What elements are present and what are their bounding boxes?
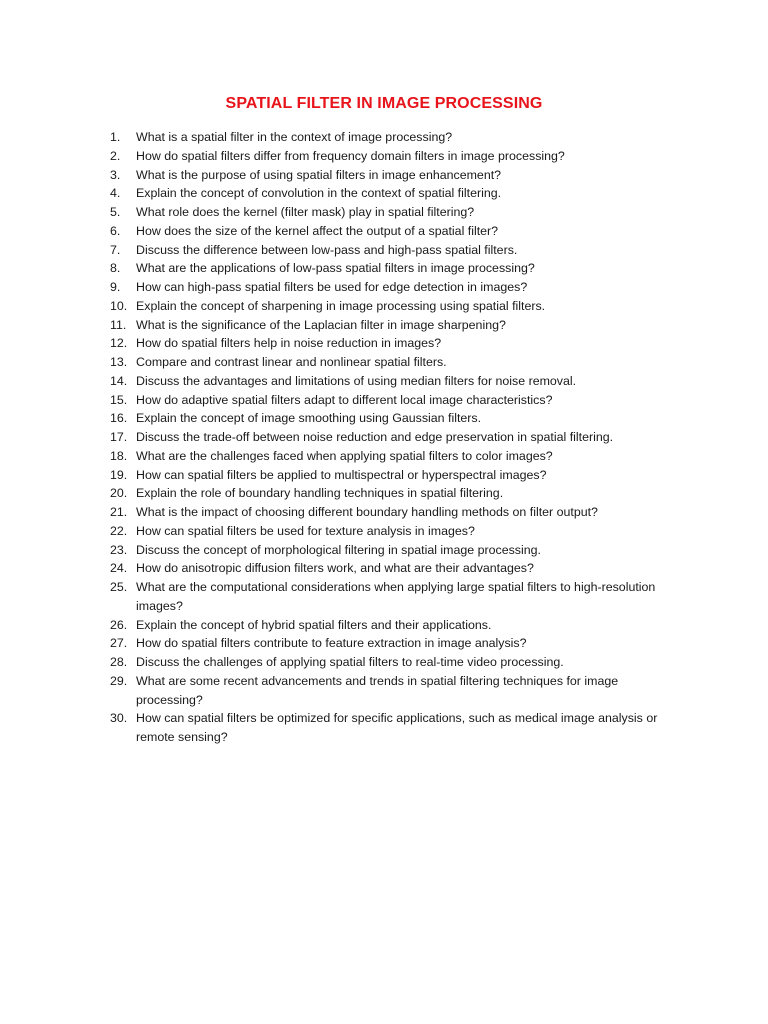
question-text: Discuss the trade-off between noise reduction and edge preservation in spatial filtering. [136,430,614,444]
question-number: 9. [110,280,121,294]
question-item [110,578,690,616]
question-item [110,409,690,428]
question-item [110,166,690,185]
question-item [110,203,690,222]
question-item [110,222,690,241]
question-text: What are some recent advancements and trends in spatial filtering techniques for image processing? [136,673,619,707]
question-item [110,128,690,147]
question-number: 30. [110,711,128,726]
question-item [110,259,690,278]
question-text: Discuss the concept of morphological filtering in spatial image processing. [136,542,541,557]
question-number: 12. [110,336,128,351]
question-item [110,241,690,260]
question-text: How can spatial filters be applied to multispectral or hyperspectral images? [136,467,547,482]
question-text: How do adaptive spatial filters adapt to different local image characteristics? [136,392,553,407]
question-text: What is a spatial filter in the context of image processing? [136,130,453,144]
question-item [110,297,690,316]
question-text: How can spatial filters be used for texture analysis in images? [136,523,475,538]
question-text: How does the size of the kernel affect the output of a spatial filter? [136,223,499,238]
question-number: 7. [110,242,121,257]
question-number: 13. [110,355,128,369]
question-number: 18. [110,448,128,463]
question-text: What are the challenges faced when applying spatial filters to color images? [136,448,553,463]
question-number: 28. [110,655,128,669]
question-number: 4. [110,186,121,201]
question-number: 3. [110,167,121,182]
question-item [110,316,690,335]
question-text: Discuss the challenges of applying spatial filters to real-time video processing. [136,655,564,669]
question-item [110,428,690,447]
question-number: 10. [110,298,128,313]
question-text: What are the applications of low-pass spatial filters in image processing? [136,261,535,276]
question-item [110,616,690,635]
question-text: Explain the concept of image smoothing using Gaussian filters. [136,411,482,426]
question-number: 25. [110,580,128,594]
question-item [110,709,690,747]
question-item [110,559,690,578]
question-number: 17. [110,430,128,444]
question-item [110,447,690,466]
question-text: Compare and contrast linear and nonlinear spatial filters. [136,355,447,369]
question-text: Discuss the advantages and limitations of using median filters for noise removal. [136,373,577,388]
document-title: SPATIAL FILTER IN IMAGE PROCESSING [225,95,543,112]
question-text: How do anisotropic diffusion filters work, and what are their advantages? [136,561,534,576]
question-number: 22. [110,523,128,538]
question-number: 6. [110,223,121,238]
question-number: 2. [110,148,121,163]
question-item [110,484,690,503]
question-text: Discuss the difference between low-pass and high-pass spatial filters. [136,242,518,257]
question-item [110,503,690,522]
question-item [110,147,690,166]
question-text: Explain the concept of sharpening in image processing using spatial filters. [136,298,546,313]
question-list [110,128,690,747]
question-number: 19. [110,467,128,482]
question-number: 11. [110,317,127,332]
question-text: Explain the concept of hybrid spatial filters and their applications. [136,617,492,632]
question-number: 21. [110,505,128,519]
question-text: How do spatial filters contribute to feature extraction in image analysis? [136,636,527,651]
question-item [110,653,690,672]
question-text: What is the significance of the Laplacian filter in image sharpening? [136,317,506,332]
question-number: 14. [110,373,128,388]
question-item [110,334,690,353]
question-text: How can spatial filters be optimized for specific applications, such as medical image analysis or remote sensing? [136,711,658,744]
question-item [110,672,690,710]
question-text: How can high-pass spatial filters be used for edge detection in images? [136,280,528,294]
question-number: 27. [110,636,128,651]
question-text: How do spatial filters help in noise reduction in images? [136,336,442,351]
question-number: 20. [110,486,128,501]
question-text: Explain the concept of convolution in the context of spatial filtering. [136,186,502,201]
question-number: 5. [110,205,121,219]
question-number: 15. [110,392,128,407]
question-number: 16. [110,411,128,426]
question-text: What is the impact of choosing different boundary handling methods on filter output? [136,505,598,519]
question-number: 26. [110,617,128,632]
question-number: 1. [110,130,121,144]
question-text: What is the purpose of using spatial filters in image enhancement? [136,167,502,182]
question-item [110,278,690,297]
question-item [110,634,690,653]
question-number: 8. [110,261,121,276]
question-item [110,466,690,485]
question-item [110,184,690,203]
question-item [110,522,690,541]
question-text: What are the computational considerations when applying large spatial filters to high-resolution images? [136,580,656,613]
question-text: Explain the role of boundary handling techniques in spatial filtering. [136,486,504,501]
question-number: 23. [110,542,128,557]
question-item [110,391,690,410]
question-text: How do spatial filters differ from frequency domain filters in image processing? [136,148,565,163]
question-item [110,353,690,372]
question-item [110,541,690,560]
question-text: What role does the kernel (filter mask) play in spatial filtering? [136,205,475,219]
question-number: 24. [110,561,128,576]
question-item [110,372,690,391]
question-number: 29. [110,673,128,688]
